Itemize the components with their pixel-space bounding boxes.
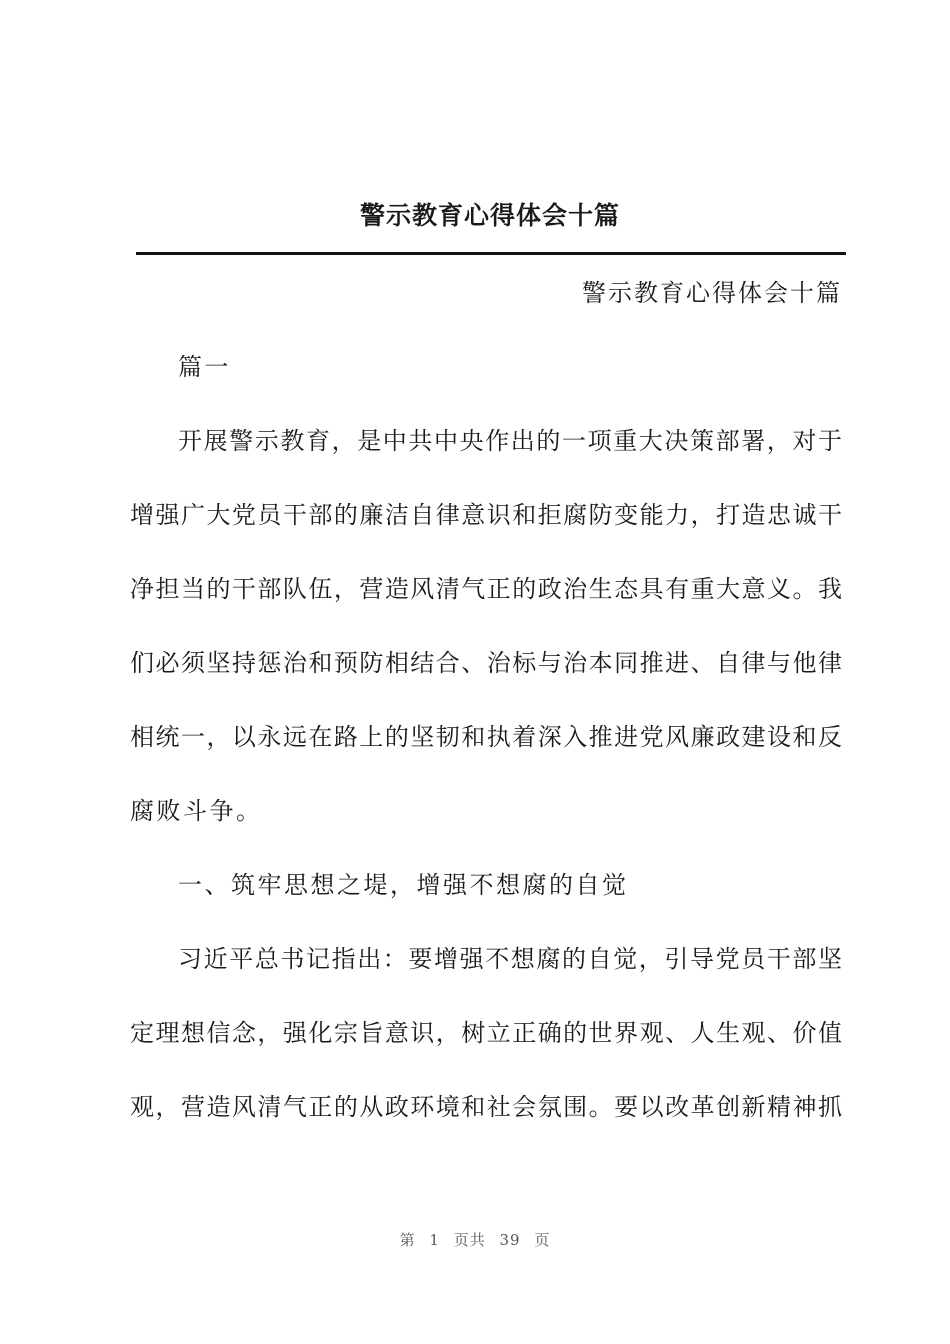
page-number-footer: 第 1 页共 39 页: [399, 1231, 551, 1249]
paragraph-line: 定理想信念，强化宗旨意识，树立正确的世界观、人生观、价值: [130, 1019, 842, 1047]
paragraph-line: 净担当的干部队伍，营造风清气正的政治生态具有重大意义。我: [130, 575, 842, 603]
paragraph-line: 习近平总书记指出：要增强不想腐的自觉，引导党员干部坚: [178, 945, 842, 973]
document-subtitle: 警示教育心得体会十篇: [582, 279, 842, 307]
section-label: 篇一: [178, 353, 231, 381]
document-header-title: 警示教育心得体会十篇: [359, 201, 620, 230]
paragraph-line: 增强广大党员干部的廉洁自律意识和拒腐防变能力，打造忠诚干: [130, 501, 842, 529]
paragraph-line: 们必须坚持惩治和预防相结合、治标与治本同推进、自律与他律: [130, 649, 842, 677]
header-divider: [136, 252, 846, 255]
section-heading: 一、筑牢思想之堤，增强不想腐的自觉: [178, 871, 629, 899]
paragraph-line: 观，营造风清气正的从政环境和社会氛围。要以改革创新精神抓: [130, 1093, 842, 1121]
paragraph-line: 腐败斗争。: [130, 797, 263, 825]
paragraph-line: 开展警示教育，是中共中央作出的一项重大决策部署，对于: [178, 427, 842, 455]
paragraph-line: 相统一，以永远在路上的坚韧和执着深入推进党风廉政建设和反: [130, 723, 842, 751]
